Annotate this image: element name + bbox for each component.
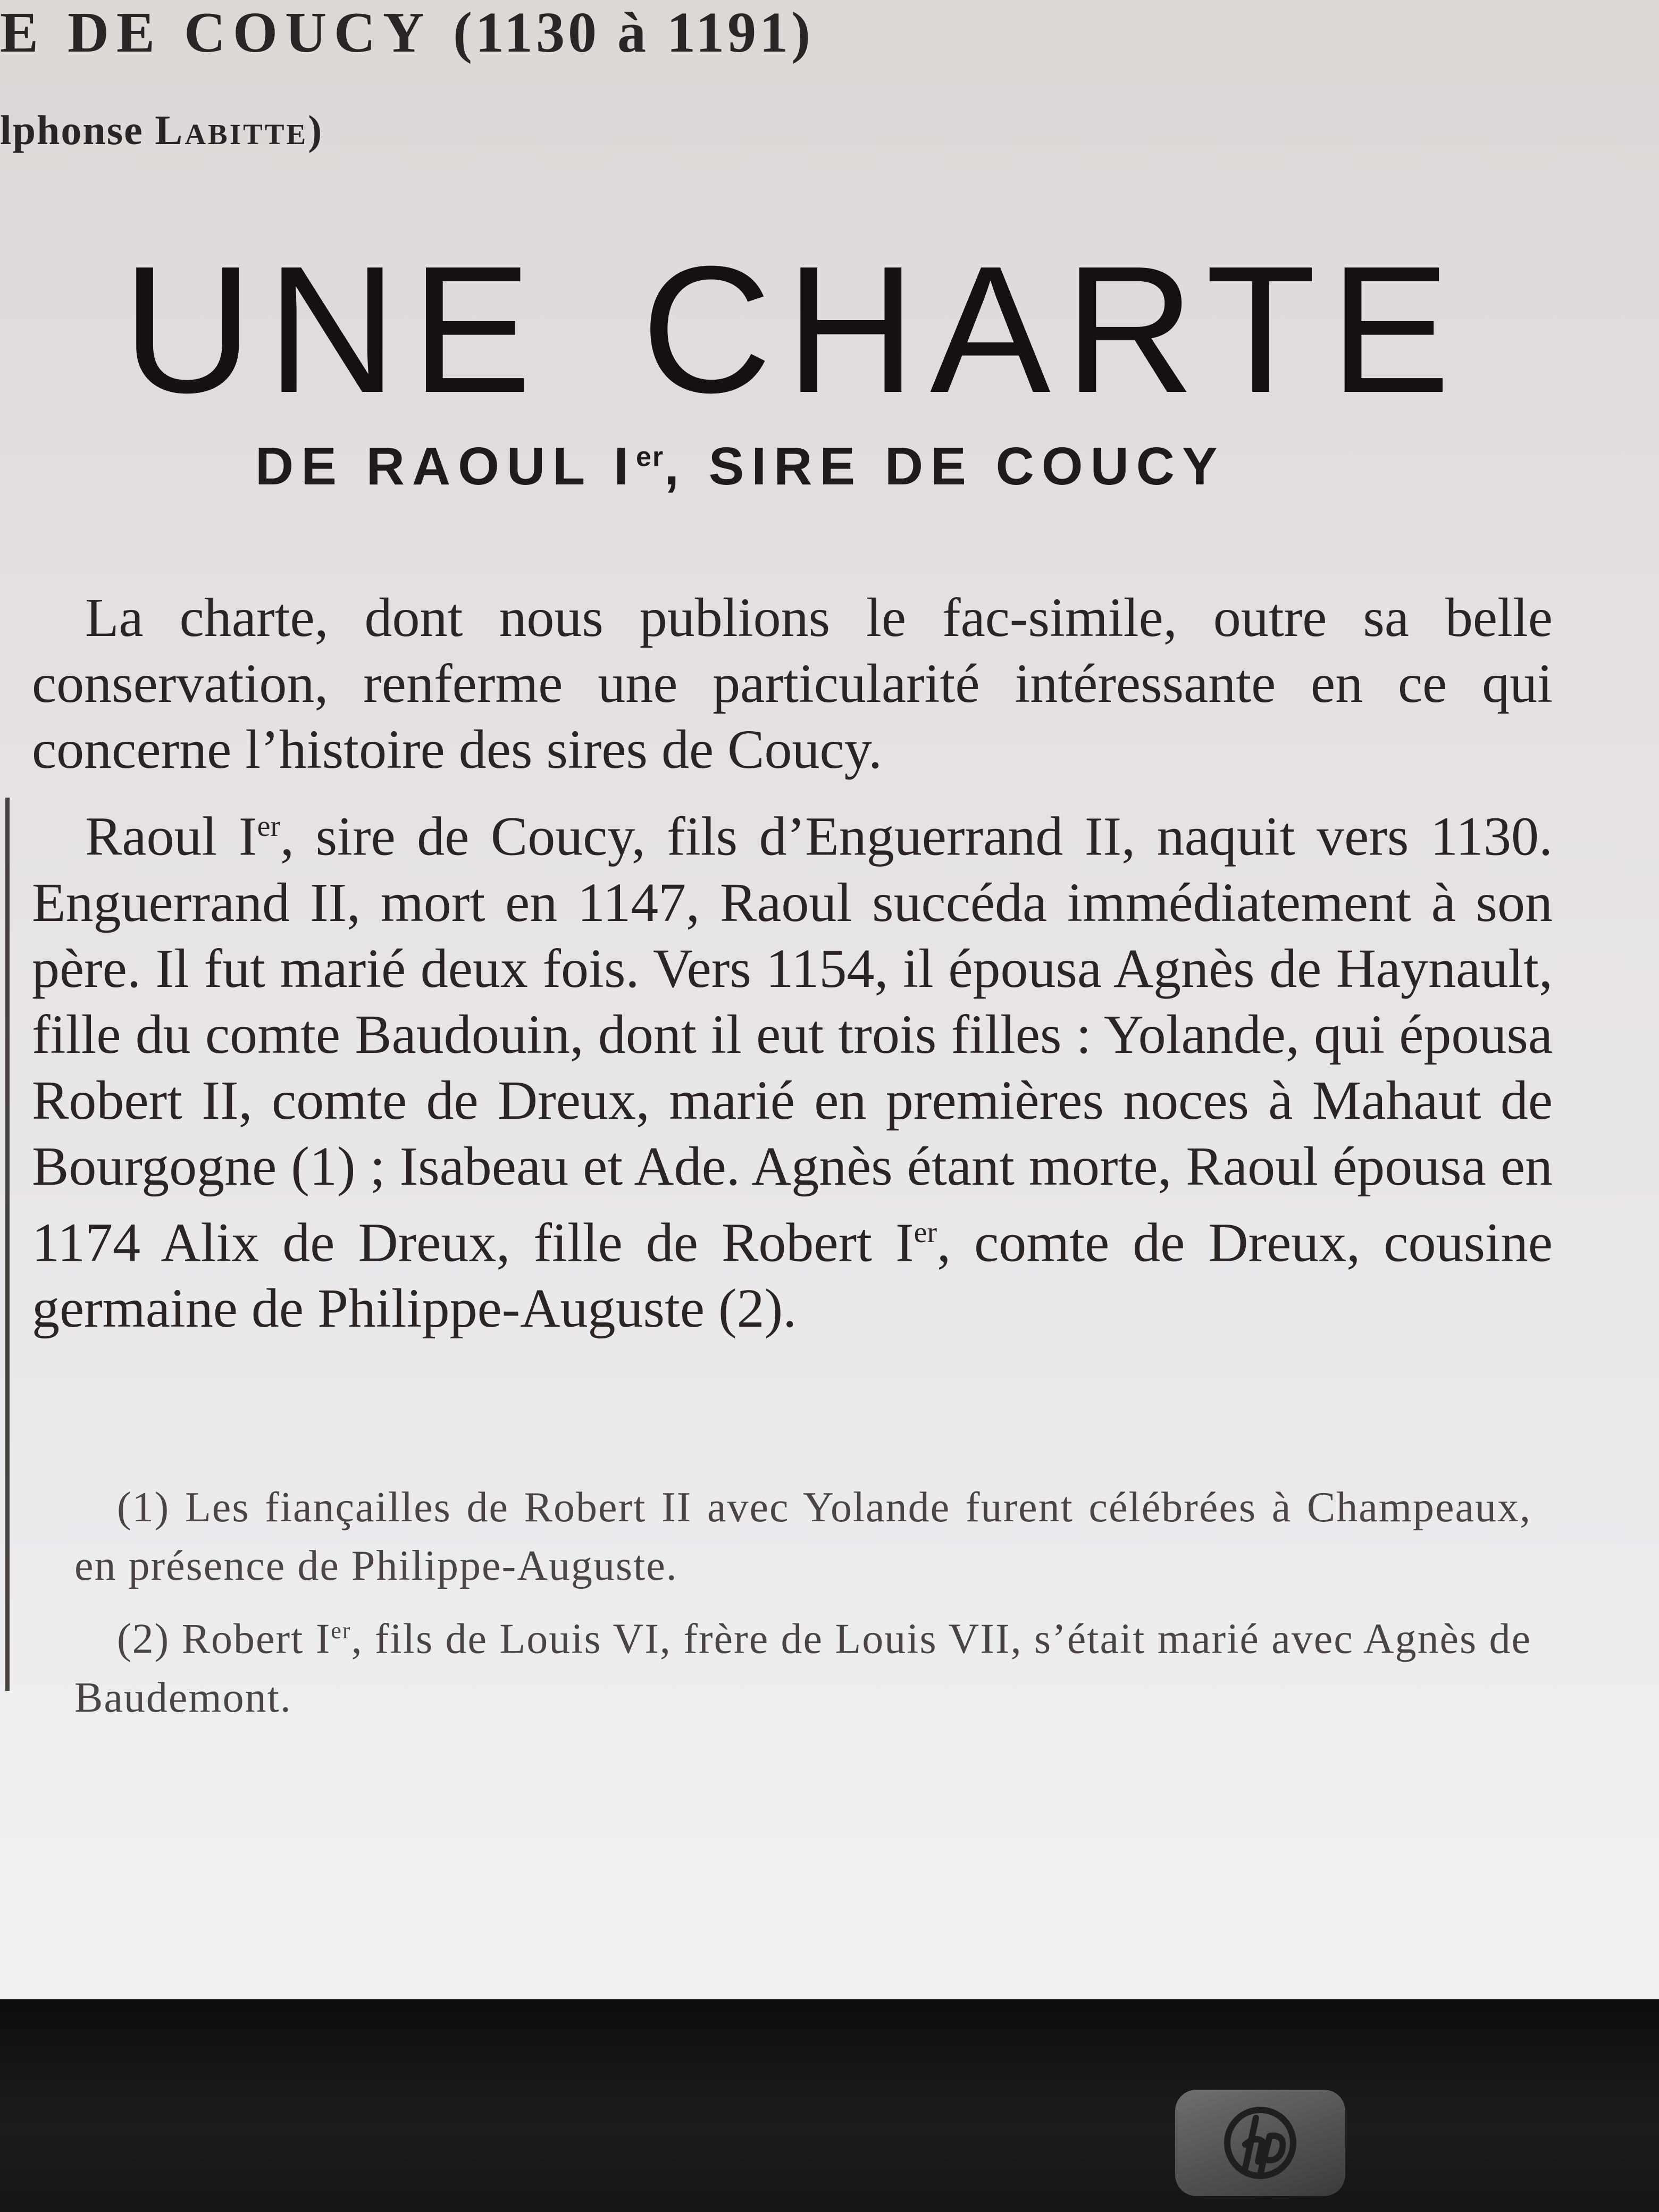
- hp-logo-icon-svg: [1207, 2103, 1313, 2183]
- paragraph-2: [32, 793, 1553, 1342]
- body-text: [32, 585, 1553, 1342]
- title-word-1: UNE: [122, 229, 546, 431]
- author-last-name: Labitte: [155, 107, 308, 153]
- author-line: [0, 106, 323, 154]
- running-head: [0, 0, 814, 66]
- paragraph-2-part-a: Raoul I: [85, 806, 257, 867]
- paragraph-1: La charte, dont nous publions le fac-simile, outre sa belle conservation, renferme une particularité intéressante en ce qui concerne l’histoire des sires de Coucy.: [32, 587, 1553, 780]
- running-head-dates: (1130 à 1191): [453, 1, 814, 64]
- footnotes: [74, 1478, 1531, 1727]
- paragraph-2-sup-1: er: [257, 810, 281, 843]
- subtitle-sup: er: [635, 441, 665, 473]
- hp-logo-icon: [1175, 2090, 1345, 2196]
- page-subtitle: [255, 436, 1225, 497]
- margin-rule: [5, 798, 10, 1691]
- paragraph-2-sup-2: er: [914, 1216, 937, 1249]
- footnote-2: [74, 1602, 1531, 1727]
- paragraph-2-part-b: , sire de Coucy, fils d’Enguerrand II, naquit vers 1130. Enguerrand II, mort en 1147, Raoul succéda immédiatement à son père. Il fut marié deux fois. Vers 1154, il épousa Agnès de Haynault, fille du comte Baudouin, dont il eut trois filles : Yolande, qui épousa Robert II, comte de Dreux, marié en premières noces à Mahaut de Bourgogne (1) ; Isabeau et Ade. Agnès étant morte, Raoul épousa en 1174 Alix de Dreux, fille de Robert I: [32, 806, 1553, 1273]
- footnote-2-part-a: (2) Robert I: [117, 1615, 331, 1663]
- running-head-title: E DE COUCY: [0, 1, 432, 64]
- subtitle-pre: DE RAOUL I: [255, 437, 636, 496]
- monitor-bezel: [0, 1999, 1659, 2212]
- author-first-name: lphonse: [0, 107, 144, 153]
- title-word-2: CHARTE: [641, 229, 1464, 431]
- author-close-paren: ): [308, 107, 323, 153]
- paragraph-2-part-c: , comte de Dreux, cousine germaine de Philippe-Auguste (2).: [32, 1212, 1553, 1339]
- footnote-2-part-b: , fils de Louis VI, frère de Louis VII, s’était marié avec Agnès de Baudemont.: [74, 1615, 1532, 1721]
- footnote-2-sup: er: [331, 1618, 351, 1644]
- footnote-1: (1) Les fiançailles de Robert II avec Yolande furent célébrées à Champeaux, en présence de Philippe-Auguste.: [74, 1484, 1531, 1589]
- subtitle-post: , SIRE DE COUCY: [664, 437, 1225, 496]
- page-title: [122, 229, 1464, 431]
